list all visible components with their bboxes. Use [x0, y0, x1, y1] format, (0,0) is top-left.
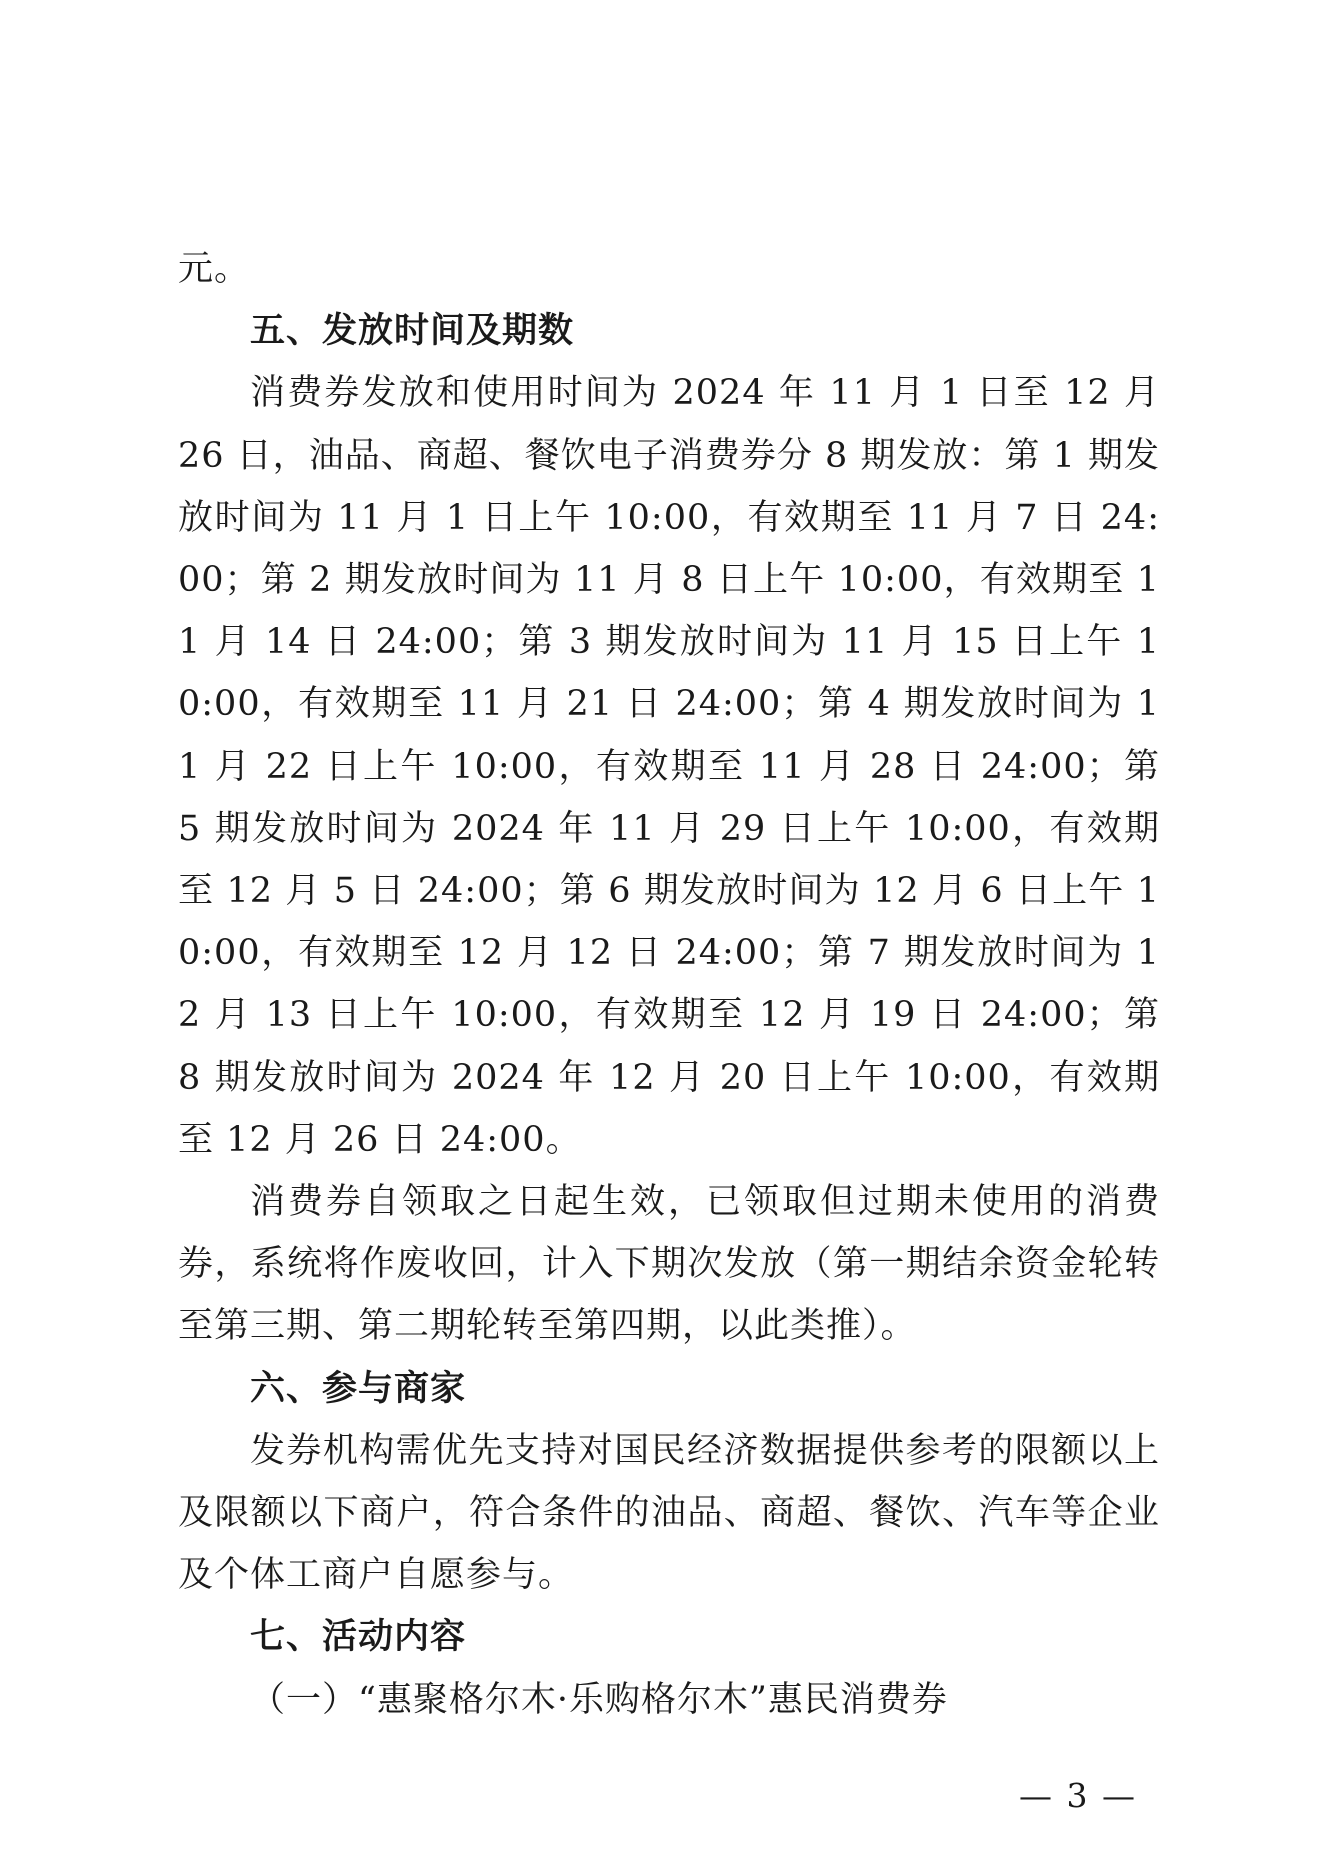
section-5-paragraph-1: 消费券发放和使用时间为 2024 年 11 月 1 日至 12 月 26 日，油品、商超、餐饮电子消费券分 8 期发放：第 1 期发放时间为 11 月 1 日上午 10:00，有效期至 11 月 7 日 24:00；第 2 期发放时间为 11 月 8 日上午 10:00，有效期至 11 月 14 日 24:00；第 3 期发放时间为 11 月 15 日上午 10:00，有效期至 11 月 21 日 24:00；第 4 期发放时间为 11 月 22 日上午 10:00，有效期至 11 月 28 日 24:00；第 5 期发放时间为 2024 年 11 月 29 日上午 10:00，有效期至 12 月 5 日 24:00；第 6 期发放时间为 12 月 6 日上午 10:00，有效期至 12 月 12 日 24:00；第 7 期发放时间为 12 月 13 日上午 10:00，有效期至 12 月 19 日 24:00；第 8 期发放时间为 2024 年 12 月 20 日上午 10:00，有效期至 12 月 26 日 24:00。	[178, 373, 1160, 1160]
section-heading-5: 五、发放时间及期数	[250, 311, 575, 352]
section-heading-7: 七、活动内容	[250, 1617, 467, 1658]
section-heading-6: 六、参与商家	[250, 1368, 467, 1409]
document-body	[178, 238, 1160, 1731]
section-7-subheading-1: （一）“惠聚格尔木·乐购格尔木”惠民消费券	[250, 1679, 948, 1720]
section-6-paragraph-1: 发券机构需优先支持对国民经济数据提供参考的限额以上及限额以下商户，符合条件的油品、商超、餐饮、汽车等企业及个体工商户自愿参与。	[178, 1430, 1160, 1596]
page-number: — 3 —	[1019, 1776, 1137, 1815]
continuation-text: 元。	[178, 249, 251, 289]
section-5-paragraph-2: 消费券自领取之日起生效，已领取但过期未使用的消费券，系统将作废收回，计入下期次发放（第一期结余资金轮转至第三期、第二期轮转至第四期，以此类推）。	[178, 1182, 1160, 1347]
